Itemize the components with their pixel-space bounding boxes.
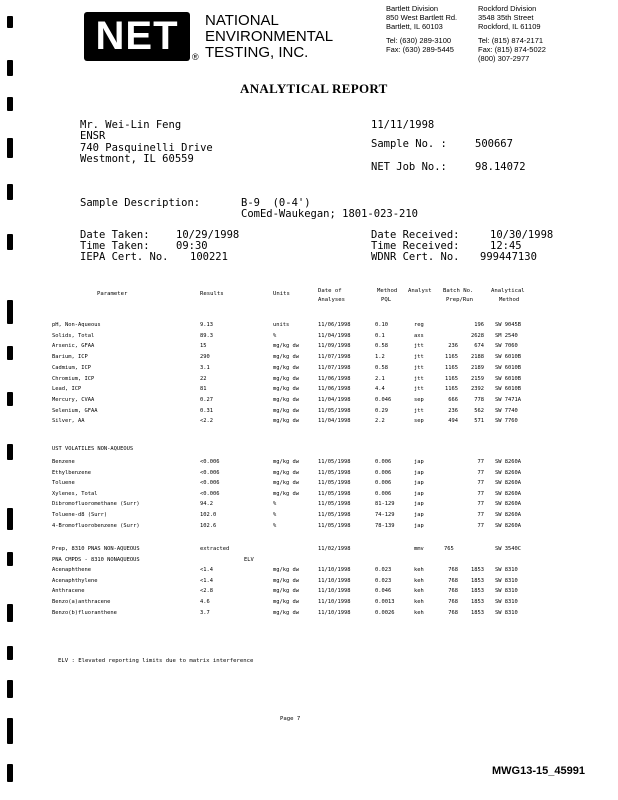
cell-run-batch: 2628: [471, 332, 484, 339]
cell-result: 81: [200, 386, 207, 393]
cell-run-batch: 571: [474, 418, 484, 425]
cell-analytical-method: SW 8310: [495, 599, 518, 606]
prep-parameter: Prep, 8310 PNAS NON-AQUEOUS: [52, 546, 140, 552]
cell-units: mg/kg dw: [273, 343, 299, 350]
cell-units: mg/kg dw: [273, 480, 299, 487]
header-analytical: Analytical: [491, 288, 525, 294]
client-name: Mr. Wei-Lin Feng: [80, 119, 182, 131]
cell-prep-batch: 1165: [445, 386, 458, 393]
cell-prep-batch: 1165: [445, 375, 458, 382]
cell-date-analyzed: 11/05/1998: [318, 512, 351, 518]
cell-result: 4.6: [200, 599, 210, 606]
cell-analytical-method: SW 8260A: [495, 469, 521, 476]
cell-units: mg/kg dw: [273, 354, 299, 361]
cell-run-batch: 196: [474, 322, 484, 328]
address-line: Bartlett, IL 60103: [386, 22, 443, 31]
cell-units: mg/kg dw: [273, 459, 299, 465]
cell-date-analyzed: 11/07/1998: [318, 354, 351, 361]
cell-analyst: jap: [414, 459, 424, 465]
cell-date-analyzed: 11/06/1998: [318, 322, 351, 328]
address-line: Fax: (630) 289-5445: [386, 45, 454, 54]
cell-result: 102.0: [200, 512, 217, 518]
cell-result: <1.4: [200, 567, 213, 573]
cell-units: mg/kg dw: [273, 609, 299, 616]
time-received-label: Time Received:: [371, 240, 460, 252]
cell-analytical-method: SW 8260A: [495, 512, 521, 518]
cell-prep-batch: 768: [448, 599, 458, 606]
cell-analyst: jtt: [414, 364, 424, 371]
header-analyses: Analyses: [318, 297, 345, 303]
cell-analytical-method: SW 6010B: [495, 375, 521, 382]
cell-run-batch: 1853: [471, 599, 484, 606]
volatiles-section-title: UST VOLATILES NON-AQUEOUS: [52, 446, 134, 452]
date-received: 10/30/1998: [490, 229, 554, 241]
cell-run-batch: 2188: [471, 354, 484, 361]
cell-date-analyzed: 11/07/1998: [318, 364, 351, 371]
cell-analyst: jtt: [414, 343, 424, 350]
cell-result: 3.1: [200, 364, 210, 371]
bartlett-division-address: [386, 4, 457, 54]
cell-result: <0.006: [200, 490, 220, 497]
cell-analyst: keh: [414, 609, 424, 616]
header-units: Units: [273, 291, 290, 297]
cell-pql: 1.2: [375, 354, 385, 361]
cell-result: 94.2: [200, 501, 213, 508]
cell-run-batch: 77: [477, 459, 484, 465]
cell-result: 3.7: [200, 609, 210, 616]
cell-run-batch: 778: [474, 396, 484, 403]
cell-pql: 0.006: [375, 459, 392, 465]
cell-parameter: 4-Bromofluorobenzene (Surr): [52, 522, 140, 529]
cell-analyst: jtt: [414, 354, 424, 361]
cell-date-analyzed: 11/05/1998: [318, 459, 351, 465]
cell-prep-batch: 236: [448, 407, 458, 414]
sample-no: 500667: [475, 138, 513, 150]
cell-analytical-method: SW 8260A: [495, 480, 521, 487]
cell-parameter: Selenium, GFAA: [52, 407, 98, 414]
binder-mark: [7, 508, 13, 530]
cell-date-analyzed: 11/04/1998: [318, 418, 351, 425]
address-line: Tel: (815) 874-2171: [478, 36, 544, 45]
binder-mark: [7, 764, 13, 782]
address-line: (800) 307-2977: [478, 54, 530, 63]
cell-pql: 0.046: [375, 396, 392, 403]
cell-pql: 0.29: [375, 407, 388, 414]
cell-prep-batch: 236: [448, 343, 458, 350]
cell-units: mg/kg dw: [273, 490, 299, 497]
job-no: 98.14072: [475, 161, 526, 173]
cell-pql: 2.1: [375, 375, 385, 382]
cell-run-batch: 77: [477, 522, 484, 529]
cell-date-analyzed: 11/10/1998: [318, 599, 351, 606]
page-number: Page 7: [280, 716, 301, 722]
cell-analyst: jap: [414, 480, 424, 487]
header-pql: PQL: [381, 297, 392, 303]
iepa-cert-label: IEPA Cert. No.: [80, 251, 169, 263]
document-id: MWG13-15_45991: [492, 765, 585, 777]
cell-analytical-method: SW 9045B: [495, 322, 521, 328]
wdnr-cert-label: WDNR Cert. No.: [371, 251, 460, 263]
cell-pql: 0.046: [375, 588, 392, 595]
cell-date-analyzed: 11/05/1998: [318, 480, 351, 487]
cell-prep-batch: 768: [448, 609, 458, 616]
cell-units: mg/kg dw: [273, 386, 299, 393]
company-name-line: ENVIRONMENTAL: [205, 28, 334, 45]
cell-result: <0.006: [200, 469, 220, 476]
cell-date-analyzed: 11/04/1998: [318, 396, 351, 403]
cell-run-batch: 77: [477, 490, 484, 497]
address-line: Bartlett Division: [386, 4, 439, 13]
cell-units: %: [273, 501, 277, 508]
address-line: Rockford, IL 61109: [478, 22, 541, 31]
sample-description-line1: B-9 (0-4'): [241, 197, 311, 209]
cell-units: mg/kg dw: [273, 599, 299, 606]
header-date-of: Date of: [318, 288, 342, 294]
cell-pql: 0.023: [375, 567, 392, 573]
cell-parameter: Solids, Total: [52, 332, 95, 339]
cell-result: 290: [200, 354, 210, 361]
cell-pql: 0.006: [375, 469, 392, 476]
cell-run-batch: 77: [477, 469, 484, 476]
cell-date-analyzed: 11/06/1998: [318, 375, 351, 382]
cell-prep-batch: 768: [448, 577, 458, 584]
binder-mark: [7, 552, 13, 566]
cell-analytical-method: SW 7740: [495, 407, 518, 414]
cell-run-batch: 2392: [471, 386, 484, 393]
binder-mark: [7, 680, 13, 698]
cell-analytical-method: SW 6010B: [495, 386, 521, 393]
cell-prep-batch: 494: [448, 418, 458, 425]
cell-parameter: Lead, ICP: [52, 386, 82, 393]
sample-description-line2: ComEd-Waukegan; 1801-023-210: [241, 208, 419, 220]
cell-analyst: jtt: [414, 407, 424, 414]
client-city: Westmont, IL 60559: [80, 153, 194, 165]
cell-units: mg/kg dw: [273, 407, 299, 414]
cell-analytical-method: SW 8310: [495, 609, 518, 616]
address-line: Fax: (815) 874-5022: [478, 45, 546, 54]
cell-run-batch: 2159: [471, 375, 484, 382]
cell-parameter: Acenaphthene: [52, 567, 91, 573]
cell-result: 102.6: [200, 522, 217, 529]
cell-result: <0.006: [200, 480, 220, 487]
cell-prep-batch: 1165: [445, 354, 458, 361]
cell-pql: 0.10: [375, 322, 388, 328]
cell-units: mg/kg dw: [273, 588, 299, 595]
cell-parameter: Anthracene: [52, 588, 85, 595]
cell-date-analyzed: 11/05/1998: [318, 407, 351, 414]
binder-mark: [7, 234, 13, 250]
cell-analytical-method: SW 6010B: [495, 354, 521, 361]
job-no-label: NET Job No.:: [371, 161, 447, 173]
cell-analytical-method: SW 7471A: [495, 396, 521, 403]
cell-units: %: [273, 332, 277, 339]
client-company: ENSR: [80, 130, 106, 142]
cell-pql: 4.4: [375, 386, 385, 393]
cell-analyst: keh: [414, 599, 424, 606]
cell-pql: 2.2: [375, 418, 385, 425]
cell-date-analyzed: 11/05/1998: [318, 501, 351, 508]
cell-run-batch: 77: [477, 501, 484, 508]
binder-mark: [7, 16, 13, 28]
cell-units: mg/kg dw: [273, 418, 299, 425]
cell-analyst: sep: [414, 418, 424, 425]
cell-run-batch: 562: [474, 407, 484, 414]
cell-pql: 0.58: [375, 343, 388, 350]
cell-run-batch: 1853: [471, 609, 484, 616]
address-line: 850 West Bartlett Rd.: [386, 13, 458, 22]
cell-pql: 0.006: [375, 480, 392, 487]
registered-mark: ®: [192, 52, 199, 62]
address-line: 3548 35th Street: [478, 13, 534, 22]
cell-analytical-method: SW 8310: [495, 577, 518, 584]
date-taken: 10/29/1998: [176, 229, 240, 241]
cell-units: %: [273, 512, 277, 518]
cell-pql: 74-129: [375, 512, 395, 518]
cell-pql: 0.0026: [375, 609, 395, 616]
date-taken-label: Date Taken:: [80, 229, 150, 241]
cell-date-analyzed: 11/10/1998: [318, 577, 351, 584]
cell-result: <2.8: [200, 588, 213, 595]
cell-pql: 81-129: [375, 501, 395, 508]
binder-mark: [7, 604, 13, 622]
cell-analytical-method: SW 8310: [495, 567, 518, 573]
pna-section-flag: ELV: [244, 557, 254, 563]
company-name: [205, 13, 333, 61]
cell-pql: 0.023: [375, 577, 392, 584]
cell-date-analyzed: 11/10/1998: [318, 609, 351, 616]
cell-parameter: Ethylbenzene: [52, 469, 91, 476]
cell-prep-batch: 768: [448, 567, 458, 573]
time-received: 12:45: [490, 240, 522, 252]
cell-date-analyzed: 11/05/1998: [318, 490, 351, 497]
cell-analyst: axs: [414, 332, 424, 339]
cell-result: 22: [200, 375, 207, 382]
cell-parameter: pH, Non-Aqueous: [52, 322, 101, 328]
cell-parameter: Benzene: [52, 459, 75, 465]
binder-mark: [7, 646, 13, 660]
date-received-label: Date Received:: [371, 229, 460, 241]
cell-run-batch: 77: [477, 480, 484, 487]
cell-date-analyzed: 11/10/1998: [318, 567, 351, 573]
report-title: ANALYTICAL REPORT: [240, 81, 388, 96]
cell-analytical-method: SW 7060: [495, 343, 518, 350]
cell-analytical-method: SW 8260A: [495, 459, 521, 465]
binder-mark: [7, 444, 13, 460]
cell-units: mg/kg dw: [273, 567, 299, 573]
cell-date-analyzed: 11/04/1998: [318, 332, 351, 339]
cell-pql: 0.006: [375, 490, 392, 497]
cell-date-analyzed: 11/06/1998: [318, 386, 351, 393]
cell-analyst: jap: [414, 501, 424, 508]
company-logo: [84, 12, 190, 61]
header-prep-run: Prep/Run: [446, 297, 473, 303]
cell-analyst: sep: [414, 396, 424, 403]
cell-prep-batch: 768: [448, 588, 458, 595]
iepa-cert-no: 100221: [190, 251, 228, 263]
cell-analyst: jap: [414, 512, 424, 518]
cell-analytical-method: SW 6010B: [495, 364, 521, 371]
cell-result: 89.3: [200, 332, 213, 339]
cell-analyst: jap: [414, 469, 424, 476]
prep-method: SW 3540C: [495, 546, 521, 552]
cell-result: <0.006: [200, 459, 220, 465]
binder-mark: [7, 184, 13, 200]
cell-parameter: Mercury, CVAA: [52, 396, 95, 403]
cell-analytical-method: SW 8260A: [495, 490, 521, 497]
address-line: Rockford Division: [478, 4, 537, 13]
cell-analytical-method: SW 8260A: [495, 501, 521, 508]
cell-result: 9.13: [200, 322, 213, 328]
time-taken-label: Time Taken:: [80, 240, 150, 252]
cell-run-batch: 2189: [471, 364, 484, 371]
cell-analyst: jtt: [414, 386, 424, 393]
cell-date-analyzed: 11/10/1998: [318, 588, 351, 595]
cell-parameter: Benzo(b)fluoranthene: [52, 609, 117, 616]
cell-units: mg/kg dw: [273, 396, 299, 403]
binder-mark: [7, 300, 13, 324]
cell-run-batch: 1853: [471, 567, 484, 573]
time-taken: 09:30: [176, 240, 208, 252]
cell-units: %: [273, 522, 277, 529]
prep-result: extracted: [200, 546, 230, 552]
cell-result: 0.31: [200, 407, 213, 414]
binder-mark: [7, 97, 13, 111]
wdnr-cert-no: 999447130: [480, 251, 537, 263]
cell-analytical-method: SW 8260A: [495, 522, 521, 529]
footnote: ELV : Elevated reporting limits due to matrix interference: [58, 658, 254, 664]
cell-date-analyzed: 11/05/1998: [318, 469, 351, 476]
cell-analytical-method: SW 7760: [495, 418, 518, 425]
pna-section-title: PNA CMPDS - 8310 NONAQUEOUS: [52, 557, 140, 563]
cell-result: <2.2: [200, 418, 213, 425]
cell-result: 15: [200, 343, 207, 350]
cell-run-batch: 1853: [471, 577, 484, 584]
header-method: Method: [377, 288, 398, 294]
address-line: Tel: (630) 289-3100: [386, 36, 452, 45]
rockford-division-address: [478, 4, 546, 63]
cell-analyst: jap: [414, 490, 424, 497]
cell-parameter: Arsenic, GFAA: [52, 343, 95, 350]
cell-run-batch: 674: [474, 343, 484, 350]
sample-description-label: Sample Description:: [80, 197, 201, 209]
cell-pql: 0.0013: [375, 599, 395, 606]
cell-analyst: keh: [414, 577, 424, 584]
cell-analyst: keh: [414, 588, 424, 595]
cell-run-batch: 1853: [471, 588, 484, 595]
report-date: 11/11/1998: [371, 119, 435, 131]
cell-units: mg/kg dw: [273, 577, 299, 584]
cell-parameter: Silver, AA: [52, 418, 85, 425]
cell-analyst: jap: [414, 522, 424, 529]
binder-mark: [7, 392, 13, 406]
company-name-line: TESTING, INC.: [205, 44, 309, 61]
logo-text: NET: [95, 14, 179, 58]
cell-prep-batch: 666: [448, 396, 458, 403]
cell-parameter: Acenaphthylene: [52, 577, 98, 584]
cell-run-batch: 77: [477, 512, 484, 518]
header-analyst: Analyst: [408, 288, 432, 294]
cell-result: 0.27: [200, 396, 213, 403]
cell-parameter: Cadmium, ICP: [52, 364, 91, 371]
sample-no-label: Sample No. :: [371, 138, 447, 150]
prep-date: 11/02/1998: [318, 546, 351, 552]
cell-parameter: Barium, ICP: [52, 354, 88, 361]
company-name-line: NATIONAL: [205, 12, 279, 29]
cell-units: units: [273, 322, 290, 328]
cell-analyst: keh: [414, 567, 424, 573]
cell-date-analyzed: 11/05/1998: [318, 522, 351, 529]
cell-analyst: jtt: [414, 375, 424, 382]
cell-analyst: reg: [414, 322, 424, 328]
cell-units: mg/kg dw: [273, 469, 299, 476]
prep-analyst: mmv: [414, 546, 424, 552]
cell-parameter: Xylenes, Total: [52, 490, 98, 497]
binder-mark: [7, 718, 13, 744]
cell-pql: 0.1: [375, 332, 385, 339]
binder-mark: [7, 138, 13, 158]
binder-mark: [7, 346, 13, 360]
cell-parameter: Chromium, ICP: [52, 375, 95, 382]
header-analytical-method: Method: [499, 297, 520, 303]
cell-units: mg/kg dw: [273, 364, 299, 371]
cell-result: <1.4: [200, 577, 213, 584]
cell-analytical-method: SM 2540: [495, 332, 518, 339]
cell-parameter: Toluene: [52, 480, 75, 487]
cell-pql: 0.58: [375, 364, 388, 371]
binder-mark: [7, 60, 13, 76]
cell-analytical-method: SW 8310: [495, 588, 518, 595]
cell-parameter: Benzo(a)anthracene: [52, 599, 111, 606]
header-parameter: Parameter: [97, 291, 128, 297]
cell-parameter: Toluene-d8 (Surr): [52, 512, 108, 518]
cell-pql: 78-139: [375, 522, 395, 529]
client-street: 740 Pasquinelli Drive: [80, 142, 213, 154]
header-results: Results: [200, 291, 224, 297]
cell-units: mg/kg dw: [273, 375, 299, 382]
cell-date-analyzed: 11/09/1998: [318, 343, 351, 350]
prep-batch: 765: [444, 546, 454, 552]
header-batch: Batch No.: [443, 288, 474, 294]
cell-parameter: Dibromofluoromethane (Surr): [52, 501, 140, 508]
cell-prep-batch: 1165: [445, 364, 458, 371]
